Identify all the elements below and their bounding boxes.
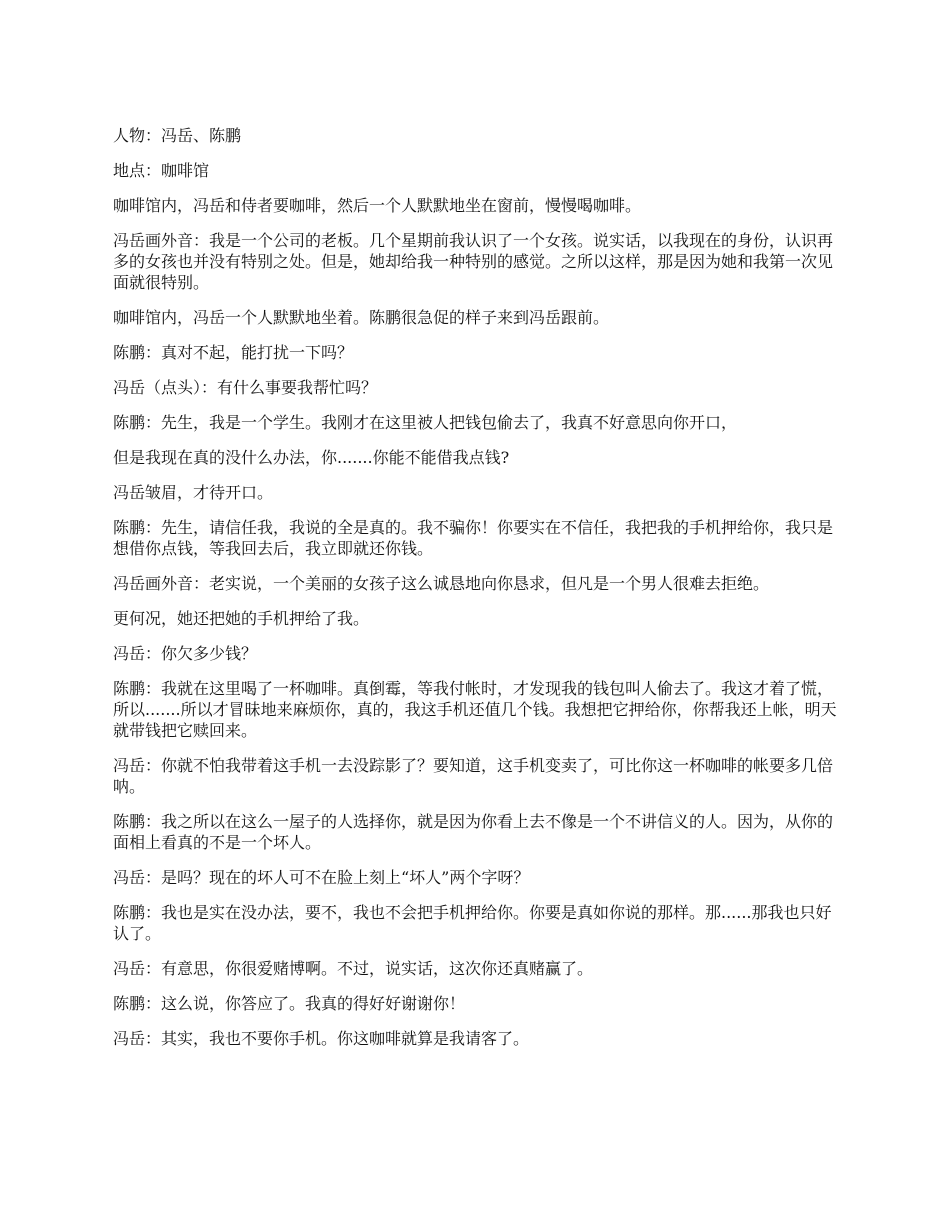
dialogue-line: 陈鹏：我也是实在没办法，要不，我也不会把手机押给你。你要是真如你说的那样。那......那我也只好认了。 <box>113 903 832 943</box>
dialogue-line: 冯岳：其实，我也不要你手机。你这咖啡就算是我请客了。 <box>113 1029 530 1048</box>
dialogue-line: 冯岳：你欠多少钱？ <box>113 644 258 663</box>
dialogue-line: 陈鹏：我就在这里喝了一杯咖啡。真倒霉，等我付帐时，才发现我的钱包叫人偷去了。我这才着了慌，所以.......所以才冒昧地来麻烦你，真的，我这手机还值几个钱。我想把它押给你，你帮我还上帐，明天就带钱把它赎回来。 <box>113 679 837 740</box>
location-line: 地点：咖啡馆 <box>113 161 210 180</box>
dialogue-line: 陈鹏：这么说，你答应了。我真的得好好谢谢你！ <box>113 994 466 1013</box>
voiceover-paragraph: 冯岳画外音：我是一个公司的老板。几个星期前我认识了一个女孩。说实话，以我现在的身份，认识再多的女孩也并没有特别之处。但是，她却给我一种特别的感觉。之所以这样，那是因为她和我第一次见面就很特别。 <box>113 231 834 292</box>
dialogue-line: 陈鹏：我之所以在这么一屋子的人选择你，就是因为你看上去不像是一个不讲信义的人。因为，从你的面相上看真的不是一个坏人。 <box>113 812 834 852</box>
dialogue-line: 冯岳：是吗？现在的坏人可不在脸上刻上“坏人”两个字呀？ <box>113 868 530 887</box>
scene-direction: 咖啡馆内，冯岳和侍者要咖啡，然后一个人默默地坐在窗前，慢慢喝咖啡。 <box>113 196 642 215</box>
dialogue-line: 陈鹏：真对不起，能打扰一下吗？ <box>113 343 354 362</box>
voiceover-paragraph: 更何况，她还把她的手机押给了我。 <box>113 609 370 628</box>
voiceover-paragraph: 冯岳画外音：老实说，一个美丽的女孩子这么诚恳地向你恳求，但凡是一个男人很难去拒绝。 <box>113 574 770 593</box>
dialogue-line: 冯岳（点头）：有什么事要我帮忙吗？ <box>113 378 378 397</box>
dialogue-line: 陈鹏：先生，我是一个学生。我刚才在这里被人把钱包偷去了，我真不好意思向你开口， <box>113 413 738 432</box>
scene-direction: 冯岳皱眉，才待开口。 <box>113 483 274 502</box>
dialogue-line: 陈鹏：先生，请信任我，我说的全是真的。我不骗你！你要实在不信任，我把我的手机押给你，我只是想借你点钱，等我回去后，我立即就还你钱。 <box>113 518 834 558</box>
dialogue-line: 冯岳：你就不怕我带着这手机一去没踪影了？要知道，这手机变卖了，可比你这一杯咖啡的帐要多几倍呐。 <box>113 756 834 796</box>
character-list: 人物：冯岳、陈鹏 <box>113 126 242 145</box>
dialogue-line: 但是我现在真的没什么办法，你.......你能不能借我点钱? <box>113 448 510 467</box>
dialogue-line: 冯岳：有意思，你很爱赌博啊。不过，说实话，这次你还真赌赢了。 <box>113 959 594 978</box>
scene-direction: 咖啡馆内，冯岳一个人默默地坐着。陈鹏很急促的样子来到冯岳跟前。 <box>113 308 610 327</box>
